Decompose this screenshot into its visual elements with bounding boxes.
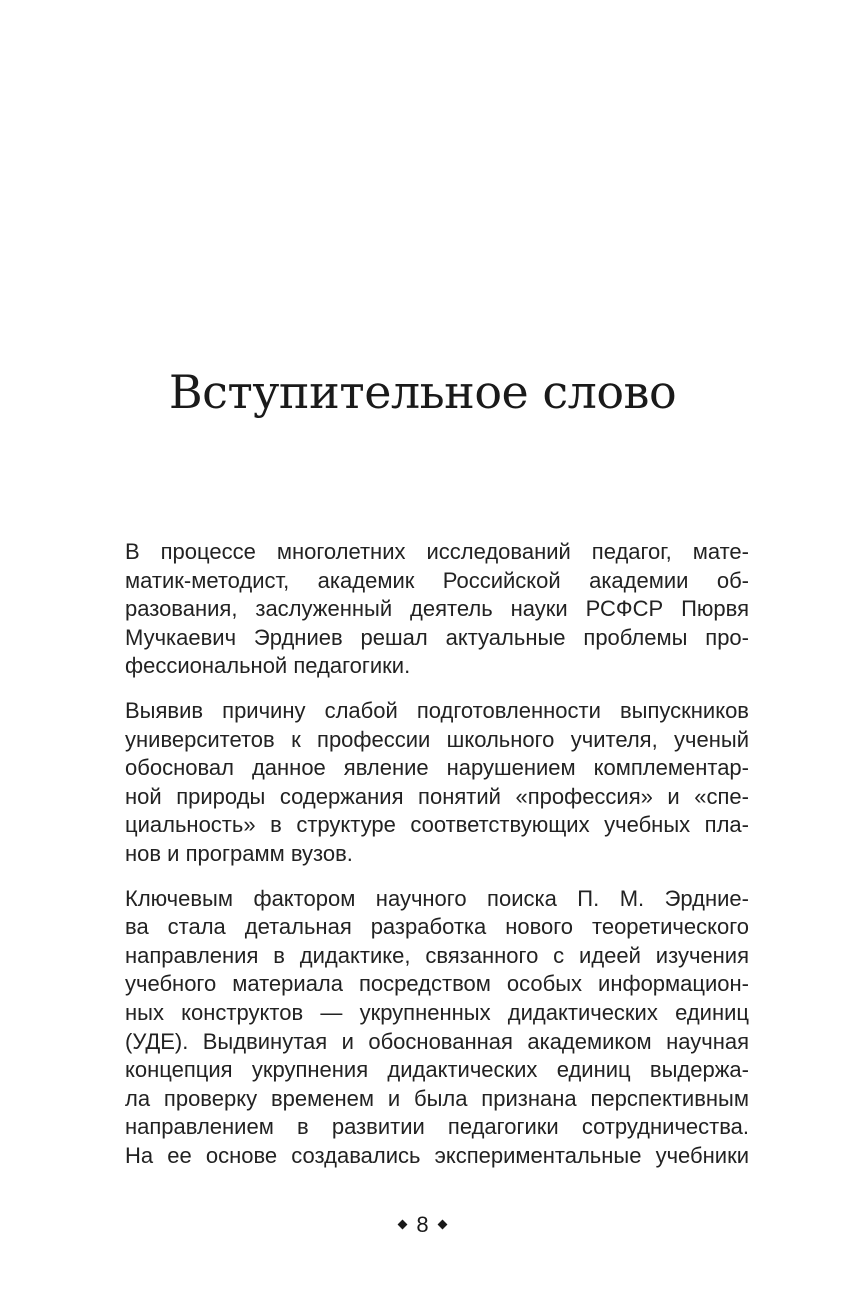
chapter-title: Вступительное слово bbox=[168, 365, 677, 419]
text-line: ной природы содержания понятий «профессия» и «спе- bbox=[125, 783, 749, 809]
paragraph bbox=[125, 885, 749, 1171]
text-line: В процессе многолетних исследований педагог, мате- bbox=[125, 539, 749, 564]
text-line: ва стала детальная разработка нового теоретического bbox=[125, 914, 749, 940]
text-line: циальность» в структуре соответствующих учебных пла- bbox=[125, 812, 749, 838]
text-line: Ключевым фактором научного поиска П. М. Эрдние- bbox=[125, 885, 749, 911]
text-line: направлением в развитии педагогики сотрудничества. bbox=[125, 1114, 749, 1140]
paragraph bbox=[125, 538, 749, 681]
paragraph bbox=[125, 697, 749, 869]
text-line: ных конструктов — укрупненных дидактических единиц bbox=[125, 999, 749, 1025]
text-line: учебного материала посредством особых информацион- bbox=[125, 971, 749, 997]
text-line: (УДЕ). Выдвинутая и обоснованная академиком научная bbox=[125, 1028, 749, 1054]
diamond-ornament-icon bbox=[398, 1219, 408, 1229]
text-line: фессиональной педагогики. bbox=[125, 653, 411, 679]
body-text bbox=[125, 538, 749, 1186]
text-line: университетов к профессии школьного учителя, ученый bbox=[125, 726, 749, 752]
text-line: направления в дидактике, связанного с идеей изучения bbox=[125, 942, 749, 968]
text-line: обосновал данное явление нарушением комплементар- bbox=[125, 755, 749, 781]
page-number: 8 bbox=[416, 1212, 429, 1237]
diamond-ornament-icon bbox=[437, 1219, 447, 1229]
text-line: Выявив причину слабой подготовленности выпускников bbox=[125, 697, 749, 723]
text-line: матик-методист, академик Российской академии об- bbox=[125, 567, 749, 593]
text-line: разования, заслуженный деятель науки РСФСР Пюрвя bbox=[125, 596, 749, 622]
text-line: На ее основе создавались экспериментальные учебники bbox=[125, 1142, 749, 1168]
page-footer bbox=[0, 1210, 845, 1240]
text-line: ла проверку временем и была признана перспективным bbox=[125, 1085, 749, 1111]
text-line: концепция укрупнения дидактических единиц выдержа- bbox=[125, 1057, 749, 1083]
text-line: Мучкаевич Эрдниев решал актуальные проблемы про- bbox=[125, 624, 749, 650]
text-line: нов и программ вузов. bbox=[125, 840, 353, 866]
